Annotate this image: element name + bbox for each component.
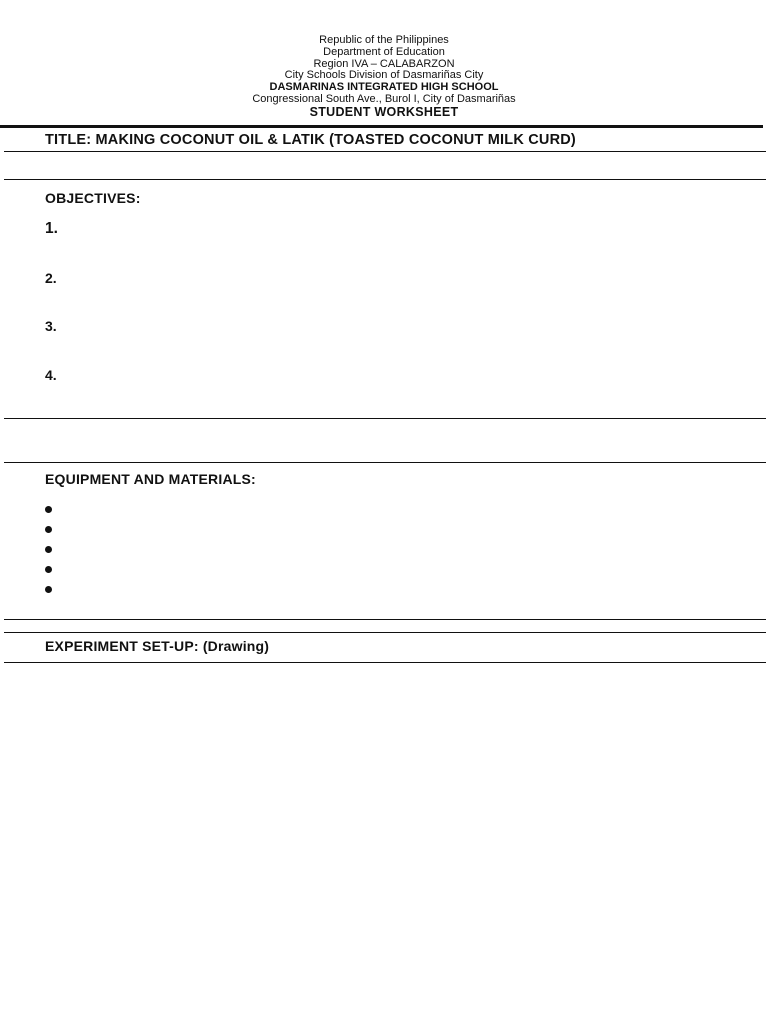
title-underline bbox=[4, 151, 766, 152]
materials-bullet bbox=[45, 586, 52, 593]
letterhead bbox=[0, 35, 768, 119]
materials-bullet bbox=[45, 546, 52, 553]
setup-heading: EXPERIMENT SET-UP: (Drawing) bbox=[45, 638, 270, 654]
objective-number: 3. bbox=[45, 318, 57, 334]
section-divider bbox=[4, 418, 766, 419]
worksheet-title: TITLE: MAKING COCONUT OIL & LATIK (TOASTED COCONUT MILK CURD) bbox=[45, 132, 576, 148]
objectives-heading: OBJECTIVES: bbox=[45, 190, 141, 206]
objective-number: 4. bbox=[45, 367, 57, 383]
header-school-name: DASMARINAS INTEGRATED HIGH SCHOOL bbox=[269, 81, 499, 94]
section-divider bbox=[4, 619, 766, 620]
section-divider bbox=[4, 179, 766, 180]
header-divider bbox=[0, 125, 763, 128]
equipment-heading: EQUIPMENT AND MATERIALS: bbox=[45, 471, 256, 487]
section-divider bbox=[4, 462, 766, 463]
header-republic: Republic of the Philippines bbox=[319, 34, 449, 46]
materials-bullet bbox=[45, 526, 52, 533]
header-department: Department of Education bbox=[323, 45, 445, 58]
drawing-area[interactable] bbox=[4, 666, 766, 1016]
objective-number: 1. bbox=[45, 220, 58, 237]
header-division: City Schools Division of Dasmariñas City bbox=[284, 69, 484, 82]
materials-bullet bbox=[45, 566, 52, 573]
header-address: Congressional South Ave., Burol I, City of Dasmariñas bbox=[252, 92, 516, 105]
objective-number: 2. bbox=[45, 270, 57, 286]
setup-underline bbox=[4, 662, 766, 663]
materials-bullet bbox=[45, 506, 52, 513]
header-region: Region IVA – CALABARZON bbox=[313, 57, 455, 70]
worksheet-heading: STUDENT WORKSHEET bbox=[309, 104, 459, 119]
section-divider bbox=[4, 632, 766, 633]
